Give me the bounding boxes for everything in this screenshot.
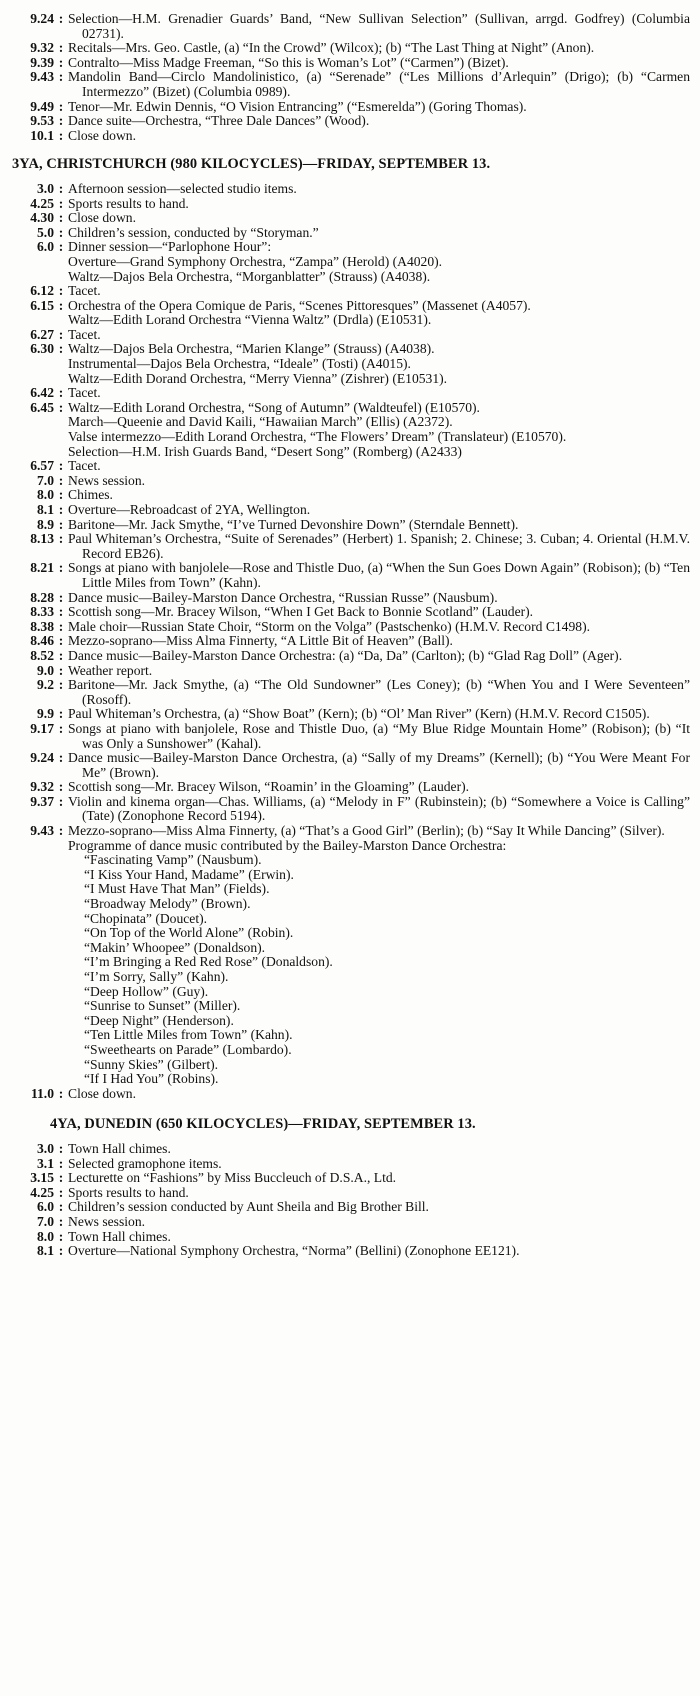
entry-description: Male choir—Russian State Choir, “Storm on the Volga” (Pastschenko) (H.M.V. Record C1498). [68,618,590,634]
entry-time: 9.0 [37,662,54,678]
time-separator: : [58,633,64,649]
sub-item: Selection—H.M. Irish Guards Band, “Desert Song” (Romberg) (A2433) [68,443,462,459]
time-separator: : [58,604,64,620]
entry-time: 9.24 [30,750,54,766]
time-separator: : [58,472,64,488]
schedule-entry [12,532,690,561]
schedule-entry [12,518,690,533]
entry-description: Paul Whiteman’s Orchestra, “Suite of Serenades” (Herbert) 1. Spanish; 2. Chinese; 3. Cuban; 4. Oriental (H.M.V. Record EB26). [68,531,690,561]
entry-time: 8.9 [37,516,54,532]
entry-description: Contralto—Miss Madge Freeman, “So this is Woman’s Lot” (“Carmen”) (Bizet). [68,54,509,70]
entry-description: Mezzo-soprano—Miss Alma Finnerty, “A Little Bit of Heaven” (Ball). [68,633,453,649]
schedule-entry [12,561,690,590]
song-item: “Sweethearts on Parade” (Lombardo). [84,1041,292,1057]
schedule-entry [12,386,690,401]
programme-intro: Programme of dance music contributed by the Bailey-Marston Dance Orchestra: [68,837,507,853]
entry-description: Tacet. [68,326,101,342]
time-separator: : [58,487,64,503]
song-item: “I Must Have That Man” (Fields). [84,881,270,897]
time-separator: : [58,1213,64,1229]
schedule-entry [12,1142,690,1157]
section-4ya [12,1142,690,1259]
entry-time: 8.21 [30,560,54,576]
time-separator: : [58,618,64,634]
time-separator: : [58,793,64,809]
entry-time: 6.12 [30,283,54,299]
sub-items [12,357,690,386]
entry-description: Dance music—Bailey-Marston Dance Orchestra, “Russian Russe” (Nausbum). [68,589,498,605]
schedule-entry [12,328,690,343]
time-separator: : [58,647,64,663]
entry-description: Songs at piano with banjolele, Rose and Thistle Duo, (a) “My Blue Ridge Mountain Home” (Robison); (b) “It was Only a Sunshower” (Kahal). [68,720,690,751]
schedule-entry [12,751,690,780]
schedule-entry [12,12,690,41]
entry-description: Baritone—Mr. Jack Smythe, (a) “The Old Sundowner” (Les Coney); (b) “When You and I Were Seventeen” (Rosoff). [68,677,690,707]
entry-description: Tacet. [68,458,101,474]
entry-description: Lecturette on “Fashions” by Miss Buccleuch of D.S.A., Ltd. [68,1170,397,1186]
entry-description: Dance music—Bailey-Marston Dance Orchestra, (a) “Sally of my Dreams” (Kernell); (b) “You Were Meant For Me” (Brown). [68,750,690,780]
song-item: “I’m Bringing a Red Red Rose” (Donaldson). [84,954,333,970]
song-item: “Fascinating Vamp” (Nausbum). [84,852,262,868]
entry-description: Waltz—Edith Lorand Orchestra, “Song of Autumn” (Waldteufel) (E10570). [68,399,480,415]
entry-time: 8.0 [37,487,54,503]
entry-time: 10.1 [30,127,54,143]
entry-time: 9.32 [30,779,54,795]
schedule-entry [12,401,690,416]
song-item: “Sunrise to Sunset” (Miller). [84,998,241,1014]
entry-description: Close down. [68,1085,136,1101]
entry-description: Town Hall chimes. [68,1140,171,1156]
entry-time: 6.15 [30,297,54,313]
song-item: “Deep Night” (Henderson). [84,1012,234,1028]
schedule-entry [12,70,690,99]
entry-time: 7.0 [37,472,54,488]
section-1yy-tail [12,12,690,143]
entry-time: 9.32 [30,40,54,56]
time-separator: : [58,779,64,795]
sub-item: Overture—Grand Symphony Orchestra, “Zampa” (Herold) (A4020). [68,253,443,269]
entry-time: 5.0 [37,224,54,240]
schedule-entry [12,299,690,314]
entry-description: Dance suite—Orchestra, “Three Dale Dances” (Wood). [68,113,370,129]
time-separator: : [58,341,64,357]
schedule-entry [12,284,690,299]
schedule-entry [12,1087,690,1102]
schedule-entry [12,56,690,71]
entry-time: 6.42 [30,385,54,401]
entry-time: 8.52 [30,647,54,663]
schedule-entry [12,605,690,620]
schedule-entry [12,197,690,212]
time-separator: : [58,662,64,678]
entry-time: 8.38 [30,618,54,634]
entry-time: 9.43 [30,69,54,85]
time-separator: : [58,195,64,211]
entry-time: 3.1 [37,1155,54,1171]
schedule-entry [12,503,690,518]
entry-description: Dance music—Bailey-Marston Dance Orchestra: (a) “Da, Da” (Carlton); (b) “Glad Rag Doll” (Ager). [68,647,623,663]
entry-description: Scottish song—Mr. Bracey Wilson, “When I Get Back to Bonnie Scotland” (Lauder). [68,604,534,620]
entry-description: Children’s session conducted by Aunt Sheila and Big Brother Bill. [68,1199,429,1215]
entry-time: 8.1 [37,502,54,517]
entry-time: 9.37 [30,793,54,809]
schedule-entry [12,707,690,722]
entry-time: 6.27 [30,326,54,342]
entry-time: 3.0 [37,1140,54,1156]
schedule-entry [12,664,690,679]
sub-item: Waltz—Edith Dorand Orchestra, “Merry Vienna” (Zishrer) (E10531). [68,370,448,386]
schedule-entry [12,1157,690,1172]
time-separator: : [58,1085,64,1101]
schedule-entry [12,1230,690,1245]
schedule-entry [12,114,690,129]
schedule-entry [12,1215,690,1230]
schedule-entry [12,211,690,226]
sub-item: Valse intermezzo—Edith Lorand Orchestra, “The Flowers’ Dream” (Translateur) (E10570). [68,429,567,445]
schedule-entry [12,240,690,255]
sub-items [12,313,690,328]
song-item: “Chopinata” (Doucet). [84,910,208,926]
schedule-entry [12,474,690,489]
time-separator: : [58,239,64,255]
schedule-entry [12,620,690,635]
entry-time: 9.49 [30,98,54,114]
dance-song-list [12,853,690,1087]
schedule-entry [12,100,690,115]
time-separator: : [58,326,64,342]
entry-time: 3.15 [30,1170,54,1186]
entry-description: Overture—Rebroadcast of 2YA, Wellington. [68,502,311,517]
sub-item: Waltz—Edith Lorand Orchestra “Vienna Waltz” (Drdla) (E10531). [68,312,432,328]
schedule-entry [12,678,690,707]
entry-time: 4.25 [30,1184,54,1200]
dance-programme [12,839,690,854]
entry-description: Orchestra of the Opera Comique de Paris, “Scenes Pittoresques” (Massenet (A4057). [68,297,531,313]
sub-item: Waltz—Dajos Bela Orchestra, “Morganblatter” (Strauss) (A4038). [68,268,431,284]
song-item: “Ten Little Miles from Town” (Kahn). [84,1027,293,1043]
time-separator: : [58,1155,64,1171]
time-separator: : [58,11,64,26]
time-separator: : [58,706,64,722]
entry-description: Sports results to hand. [68,1184,189,1200]
time-separator: : [58,69,64,85]
entry-time: 8.46 [30,633,54,649]
schedule-entry [12,488,690,503]
schedule-entry [12,1186,690,1201]
entry-description: Selection—H.M. Grenadier Guards’ Band, “New Sullivan Selection” (Sullivan, arrgd. Godfrey) (Columbia 02731). [68,11,690,41]
entry-description: Overture—National Symphony Orchestra, “Norma” (Bellini) (Zonophone EE121). [68,1243,520,1259]
entry-time: 11.0 [30,1085,54,1101]
entry-description: Tacet. [68,283,101,299]
entry-time: 6.30 [30,341,54,357]
entry-description: News session. [68,472,146,488]
time-separator: : [58,385,64,401]
time-separator: : [58,823,64,839]
schedule-entry [12,649,690,664]
time-separator: : [58,113,64,129]
time-separator: : [58,1199,64,1215]
entry-time: 9.53 [30,113,54,129]
entry-description: Violin and kinema organ—Chas. Williams, (a) “Melody in F” (Rubinstein); (b) “Somewhere a Voice is Calling” (Tate) (Zonophone Record 5194). [68,793,690,824]
entry-time: 6.0 [37,239,54,255]
time-separator: : [58,180,64,196]
entry-time: 3.0 [37,180,54,196]
song-item: “I’m Sorry, Sally” (Kahn). [84,969,229,984]
time-separator: : [58,297,64,313]
schedule-entry [12,1171,690,1186]
sub-item: March—Queenie and David Kaili, “Hawaiian March” (Ellis) (A2372). [68,414,453,430]
entry-description: News session. [68,1213,146,1229]
entry-time: 9.9 [37,706,54,722]
schedule-entry [12,824,690,839]
section-3ya [12,182,690,1101]
song-item: “Deep Hollow” (Guy). [84,983,209,999]
schedule-entry [12,591,690,606]
time-separator: : [58,560,64,576]
entry-time: 8.0 [37,1228,54,1244]
time-separator: : [58,750,64,766]
song-item: “If I Had You” (Robins). [84,1071,219,1087]
time-separator: : [58,589,64,605]
entry-time: 7.0 [37,1213,54,1229]
entry-description: Baritone—Mr. Jack Smythe, “I’ve Turned Devonshire Down” (Sterndale Bennett). [68,516,519,532]
entry-time: 4.30 [30,210,54,226]
schedule-entry [12,129,690,144]
entry-time: 9.2 [37,677,54,693]
schedule-entry [12,1200,690,1215]
entry-description: Tenor—Mr. Edwin Dennis, “O Vision Entrancing” (“Esmerelda”) (Goring Thomas). [68,98,527,114]
time-separator: : [58,458,64,474]
time-separator: : [58,224,64,240]
sub-items [12,255,690,284]
entry-time: 4.25 [30,195,54,211]
time-separator: : [58,399,64,415]
time-separator: : [58,98,64,114]
entry-time: 6.0 [37,1199,54,1215]
entry-description: Scottish song—Mr. Bracey Wilson, “Roamin’ in the Gloaming” (Lauder). [68,779,470,795]
entry-description: Children’s session, conducted by “Storyman.” [68,224,319,240]
entry-time: 8.13 [30,531,54,547]
schedule-entry [12,634,690,649]
schedule-entry [12,226,690,241]
entry-time: 9.17 [30,720,54,736]
time-separator: : [58,54,64,70]
schedule-entry [12,41,690,56]
entry-description: Afternoon session—selected studio items. [68,180,297,196]
time-separator: : [58,127,64,143]
entry-description: Recitals—Mrs. Geo. Castle, (a) “In the Crowd” (Wilcox); (b) “The Last Thing at Night” (Anon). [68,40,595,56]
time-separator: : [58,283,64,299]
entry-time: 9.43 [30,823,54,839]
time-separator: : [58,1228,64,1244]
time-separator: : [58,516,64,532]
time-separator: : [58,1170,64,1186]
schedule-entry [12,459,690,474]
time-separator: : [58,531,64,547]
entry-time: 6.45 [30,399,54,415]
time-separator: : [58,1184,64,1200]
schedule-entry [12,722,690,751]
entry-description: Close down. [68,210,136,226]
entry-description: Chimes. [68,487,113,503]
schedule-entry [12,780,690,795]
song-item: “On Top of the World Alone” (Robin). [84,925,294,941]
time-separator: : [58,1140,64,1156]
entry-time: 8.28 [30,589,54,605]
entry-description: Tacet. [68,385,101,401]
entry-description: Mandolin Band—Circlo Mandolinistico, (a) “Serenade” (“Les Millions d’Arlequin” (Drigo); (b) “Carmen Intermezzo” (Bizet) (Columbia 0989). [68,69,690,99]
entry-description: Town Hall chimes. [68,1228,171,1244]
entry-description: Waltz—Dajos Bela Orchestra, “Marien Klange” (Strauss) (A4038). [68,341,435,357]
schedule-entry [12,182,690,197]
entry-time: 9.24 [30,11,54,26]
entry-time: 8.33 [30,604,54,620]
time-separator: : [58,210,64,226]
time-separator: : [58,1243,64,1259]
entry-description: Mezzo-soprano—Miss Alma Finnerty, (a) “That’s a Good Girl” (Berlin); (b) “Say It While Dancing” (Silver). [68,823,665,839]
entry-description: Paul Whiteman’s Orchestra, (a) “Show Boat” (Kern); (b) “Ol’ Man River” (Kern) (H.M.V. Record C1505). [68,706,650,722]
heading-3ya: 3YA, CHRISTCHURCH (980 KILOCYCLES)—FRIDAY, SEPTEMBER 13. [12,156,491,173]
time-separator: : [58,502,64,517]
song-item: “Makin’ Whoopee” (Donaldson). [84,939,266,955]
schedule-entry [12,1244,690,1259]
entry-description: Dinner session—“Parlophone Hour”: [68,239,272,255]
entry-description: Songs at piano with banjolele—Rose and Thistle Duo, (a) “When the Sun Goes Down Again” (Robison); (b) “Ten Little Miles from Town” (Kahn). [68,560,690,590]
schedule-entry [12,795,690,824]
song-item: “Sunny Skies” (Gilbert). [84,1056,219,1072]
schedule-entry [12,342,690,357]
entry-time: 8.1 [37,1243,54,1259]
song-item: “Broadway Melody” (Brown). [84,896,251,912]
sub-item: Instrumental—Dajos Bela Orchestra, “Ideale” (Tosti) (A4015). [68,356,411,372]
entry-time: 9.39 [30,54,54,70]
heading-4ya: 4YA, DUNEDIN (650 KILOCYCLES)—FRIDAY, SEPTEMBER 13. [50,1116,476,1133]
song-item: “I Kiss Your Hand, Madame” (Erwin). [84,866,294,882]
entry-description: Weather report. [68,662,153,678]
sub-items [12,415,690,459]
time-separator: : [58,40,64,56]
entry-time: 6.57 [30,458,54,474]
time-separator: : [58,720,64,736]
entry-description: Sports results to hand. [68,195,189,211]
entry-description: Close down. [68,127,136,143]
entry-description: Selected gramophone items. [68,1155,222,1171]
time-separator: : [58,677,64,693]
